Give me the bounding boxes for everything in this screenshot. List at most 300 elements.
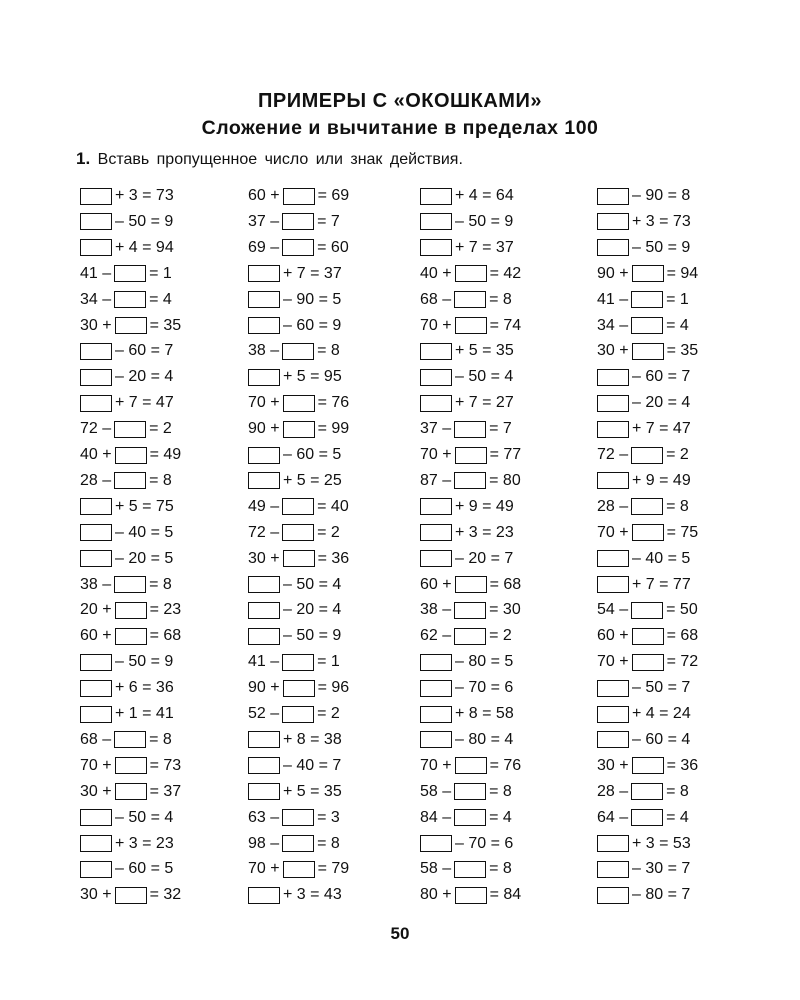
exercise-row xyxy=(420,623,512,649)
exercise-left-part: 58 – xyxy=(420,860,452,878)
exercise-left-part: 54 – xyxy=(597,601,629,619)
exercise-row xyxy=(248,805,340,831)
answer-box[interactable] xyxy=(597,550,629,567)
exercise-row xyxy=(420,338,514,364)
answer-box[interactable] xyxy=(597,731,629,748)
answer-box[interactable] xyxy=(115,628,147,645)
answer-box[interactable] xyxy=(597,369,629,386)
answer-box[interactable] xyxy=(455,447,487,464)
exercise-right-part: = 2 xyxy=(149,420,172,438)
exercise-left-part: 30 + xyxy=(80,782,112,800)
answer-box[interactable] xyxy=(597,680,629,697)
exercise-row xyxy=(248,338,340,364)
exercise-right-part: = 8 xyxy=(149,730,172,748)
answer-box[interactable] xyxy=(597,421,629,438)
answer-box[interactable] xyxy=(114,731,146,748)
answer-box[interactable] xyxy=(248,472,280,489)
answer-box[interactable] xyxy=(454,809,486,826)
exercise-right-part: + 8 = 58 xyxy=(455,705,514,722)
answer-box[interactable] xyxy=(597,472,629,489)
exercise-row xyxy=(248,701,340,727)
exercise-right-part: = 76 xyxy=(489,756,522,774)
exercise-right-part: + 4 = 64 xyxy=(455,187,514,204)
exercise-row xyxy=(80,546,173,572)
exercise-right-part: – 60 = 9 xyxy=(283,316,342,334)
exercise-right-part: + 3 = 23 xyxy=(115,834,174,852)
exercise-row xyxy=(80,235,174,261)
answer-box[interactable] xyxy=(455,757,487,774)
answer-box[interactable] xyxy=(597,239,629,256)
exercise-right-part: – 30 = 7 xyxy=(632,860,691,878)
answer-box[interactable] xyxy=(455,317,487,334)
exercise-right-part: – 60 = 7 xyxy=(115,342,174,360)
answer-box[interactable] xyxy=(631,498,663,515)
answer-box[interactable] xyxy=(455,887,487,904)
exercise-row xyxy=(248,287,341,313)
exercise-right-part: = 8 xyxy=(489,860,512,878)
exercise-right-part: = 36 xyxy=(317,549,350,567)
exercise-right-part: = 1 xyxy=(666,290,689,308)
answer-box[interactable] xyxy=(80,861,112,878)
exercise-right-part: = 1 xyxy=(149,264,172,282)
exercise-row xyxy=(248,416,349,442)
answer-box[interactable] xyxy=(80,188,112,205)
exercise-left-part: 60 + xyxy=(597,627,629,645)
exercise-left-part: 90 + xyxy=(597,264,629,282)
exercise-left-part: 60 + xyxy=(248,187,280,204)
exercise-row xyxy=(597,183,690,209)
exercise-row xyxy=(80,779,181,805)
answer-box[interactable] xyxy=(420,550,452,567)
page-subtitle: Сложение и вычитание в пределах 100 xyxy=(201,117,599,139)
exercise-row xyxy=(80,364,173,390)
answer-box[interactable] xyxy=(282,239,314,256)
exercise-row xyxy=(597,235,690,261)
exercise-right-part: = 30 xyxy=(489,601,521,619)
exercise-right-part: = 96 xyxy=(317,679,350,697)
exercise-left-part: 30 + xyxy=(597,756,629,774)
answer-box[interactable] xyxy=(632,343,664,360)
exercise-right-part: – 40 = 5 xyxy=(115,523,174,541)
exercise-left-part: 84 – xyxy=(420,808,452,826)
exercise-row xyxy=(80,183,174,209)
answer-box[interactable] xyxy=(631,783,663,800)
answer-box[interactable] xyxy=(115,447,147,464)
answer-box[interactable] xyxy=(632,524,664,541)
answer-box[interactable] xyxy=(282,835,314,852)
exercise-row xyxy=(420,494,514,520)
exercise-right-part: = 35 xyxy=(666,342,699,360)
exercise-right-part: + 3 = 73 xyxy=(115,187,174,204)
exercise-right-part: = 69 xyxy=(317,187,350,204)
exercise-right-part: = 3 xyxy=(317,808,340,826)
answer-box[interactable] xyxy=(282,213,314,230)
task-number: 1. xyxy=(76,149,91,168)
exercise-right-part: = 8 xyxy=(666,782,689,800)
exercise-left-part: 70 + xyxy=(420,446,452,463)
exercise-row xyxy=(80,649,173,675)
answer-box[interactable] xyxy=(248,887,280,904)
answer-box[interactable] xyxy=(283,395,315,412)
exercise-left-part: 69 – xyxy=(248,238,280,256)
answer-box[interactable] xyxy=(454,291,486,308)
exercise-left-part: 28 – xyxy=(597,497,629,515)
exercise-row xyxy=(80,597,181,623)
exercise-row xyxy=(248,675,349,701)
exercise-left-part: 30 + xyxy=(80,316,112,334)
exercise-row xyxy=(597,261,698,287)
answer-box[interactable] xyxy=(631,317,663,334)
exercise-right-part: = 4 xyxy=(149,290,172,308)
answer-box[interactable] xyxy=(80,680,112,697)
answer-box[interactable] xyxy=(80,369,112,386)
exercise-right-part: – 50 = 4 xyxy=(455,368,514,386)
answer-box[interactable] xyxy=(631,447,663,464)
answer-box[interactable] xyxy=(283,188,315,205)
answer-box[interactable] xyxy=(283,861,315,878)
exercise-right-part: = 68 xyxy=(489,575,522,593)
exercise-row xyxy=(597,338,698,364)
answer-box[interactable] xyxy=(454,421,486,438)
answer-box[interactable] xyxy=(632,654,664,671)
exercise-right-part: + 4 = 94 xyxy=(115,238,174,256)
exercise-row xyxy=(420,572,521,598)
exercise-left-part: 70 + xyxy=(420,316,452,334)
exercise-right-part: = 74 xyxy=(489,316,522,334)
exercise-right-part: – 20 = 4 xyxy=(632,394,691,412)
answer-box[interactable] xyxy=(115,602,147,619)
answer-box[interactable] xyxy=(597,188,629,205)
exercise-left-part: 90 + xyxy=(248,420,280,438)
answer-box[interactable] xyxy=(420,524,452,541)
answer-box[interactable] xyxy=(282,809,314,826)
answer-box[interactable] xyxy=(597,887,629,904)
exercise-right-part: + 3 = 43 xyxy=(283,886,342,904)
exercise-right-part: = 79 xyxy=(317,860,350,878)
exercise-row xyxy=(597,572,691,598)
exercise-right-part: + 1 = 41 xyxy=(115,705,174,722)
exercise-left-part: 28 – xyxy=(597,782,629,800)
exercise-right-part: = 60 xyxy=(317,238,349,256)
exercise-right-part: + 9 = 49 xyxy=(455,497,514,515)
exercise-right-part: = 75 xyxy=(666,523,699,541)
answer-box[interactable] xyxy=(114,472,146,489)
exercise-row xyxy=(420,546,513,572)
exercise-row xyxy=(80,442,181,468)
exercise-left-part: 52 – xyxy=(248,705,280,722)
exercise-row xyxy=(597,546,690,572)
exercise-row xyxy=(597,520,698,546)
answer-box[interactable] xyxy=(248,731,280,748)
exercise-left-part: 37 – xyxy=(420,420,452,438)
exercise-left-part: 80 + xyxy=(420,886,452,904)
exercise-row xyxy=(597,442,689,468)
exercise-right-part: = 2 xyxy=(317,523,340,541)
answer-box[interactable] xyxy=(420,213,452,230)
exercise-row xyxy=(597,494,689,520)
exercise-left-part: 41 – xyxy=(248,653,280,671)
answer-box[interactable] xyxy=(597,835,629,852)
answer-box[interactable] xyxy=(420,498,452,515)
exercise-row xyxy=(597,313,689,339)
exercise-right-part: – 90 = 8 xyxy=(632,187,691,204)
exercise-right-part: = 1 xyxy=(317,653,340,671)
answer-box[interactable] xyxy=(631,602,663,619)
answer-box[interactable] xyxy=(114,576,146,593)
answer-box[interactable] xyxy=(632,265,664,282)
answer-box[interactable] xyxy=(455,265,487,282)
answer-box[interactable] xyxy=(632,757,664,774)
exercise-row xyxy=(248,468,342,494)
exercise-right-part: – 60 = 4 xyxy=(632,730,691,748)
answer-box[interactable] xyxy=(248,628,280,645)
answer-box[interactable] xyxy=(454,602,486,619)
answer-box[interactable] xyxy=(420,343,452,360)
exercise-row xyxy=(248,520,340,546)
exercise-row xyxy=(597,364,690,390)
answer-box[interactable] xyxy=(114,291,146,308)
exercise-row xyxy=(420,856,512,882)
exercise-row xyxy=(420,882,521,908)
exercise-row xyxy=(597,675,690,701)
exercise-row xyxy=(248,572,341,598)
exercise-right-part: + 8 = 38 xyxy=(283,730,342,748)
exercise-right-part: = 50 xyxy=(666,601,698,619)
exercise-right-part: – 50 = 7 xyxy=(632,679,691,697)
answer-box[interactable] xyxy=(248,576,280,593)
answer-box[interactable] xyxy=(455,576,487,593)
exercise-right-part: = 2 xyxy=(666,446,689,463)
exercise-left-part: 41 – xyxy=(597,290,629,308)
exercise-right-part: – 50 = 9 xyxy=(283,627,342,645)
exercise-right-part: = 68 xyxy=(666,627,699,645)
exercise-row xyxy=(80,753,181,779)
answer-box[interactable] xyxy=(80,498,112,515)
exercise-right-part: – 40 = 5 xyxy=(632,549,691,567)
task-instruction xyxy=(76,149,463,169)
answer-box[interactable] xyxy=(80,213,112,230)
exercise-left-part: 68 – xyxy=(420,290,452,308)
exercise-right-part: + 5 = 25 xyxy=(283,471,342,489)
exercise-right-part: = 8 xyxy=(489,290,512,308)
exercise-row xyxy=(248,831,340,857)
exercise-row xyxy=(80,494,174,520)
answer-box[interactable] xyxy=(248,369,280,386)
exercise-row xyxy=(420,390,514,416)
exercise-right-part: – 50 = 9 xyxy=(115,653,174,671)
exercise-row xyxy=(420,779,512,805)
answer-box[interactable] xyxy=(454,861,486,878)
answer-box[interactable] xyxy=(597,576,629,593)
exercise-left-part: 30 + xyxy=(597,342,629,360)
exercise-row xyxy=(80,805,173,831)
answer-box[interactable] xyxy=(420,654,452,671)
exercise-right-part: – 90 = 5 xyxy=(283,290,342,308)
answer-box[interactable] xyxy=(248,265,280,282)
exercise-left-part: 60 + xyxy=(80,627,112,645)
answer-box[interactable] xyxy=(114,265,146,282)
answer-box[interactable] xyxy=(420,188,452,205)
exercise-row xyxy=(80,572,172,598)
exercise-left-part: 37 – xyxy=(248,212,280,230)
answer-box[interactable] xyxy=(282,706,314,723)
exercise-left-part: 34 – xyxy=(80,290,112,308)
answer-box[interactable] xyxy=(114,421,146,438)
task-text: Вставь пропущенное число или знак действия. xyxy=(97,151,463,168)
exercise-row xyxy=(80,416,172,442)
exercise-right-part: – 60 = 5 xyxy=(115,860,174,878)
exercise-right-part: – 50 = 9 xyxy=(455,212,514,230)
answer-box[interactable] xyxy=(420,395,452,412)
answer-box[interactable] xyxy=(597,706,629,723)
answer-box[interactable] xyxy=(248,317,280,334)
answer-box[interactable] xyxy=(454,783,486,800)
exercise-right-part: = 68 xyxy=(149,627,182,645)
exercise-row xyxy=(248,546,349,572)
exercise-right-part: = 36 xyxy=(666,756,699,774)
answer-box[interactable] xyxy=(282,524,314,541)
answer-box[interactable] xyxy=(248,783,280,800)
exercise-row xyxy=(597,287,689,313)
exercise-right-part: + 7 = 37 xyxy=(455,238,514,256)
exercise-right-part: – 20 = 4 xyxy=(115,368,174,386)
answer-box[interactable] xyxy=(631,291,663,308)
answer-box[interactable] xyxy=(80,395,112,412)
answer-box[interactable] xyxy=(80,809,112,826)
exercise-left-part: 28 – xyxy=(80,471,112,489)
exercise-row xyxy=(248,261,342,287)
answer-box[interactable] xyxy=(248,757,280,774)
exercise-left-part: 34 – xyxy=(597,316,629,334)
exercise-right-part: = 76 xyxy=(317,394,350,412)
answer-box[interactable] xyxy=(420,369,452,386)
answer-box[interactable] xyxy=(283,680,315,697)
page-number: 50 xyxy=(390,924,410,943)
exercise-right-part: – 80 = 5 xyxy=(455,653,514,671)
answer-box[interactable] xyxy=(115,887,147,904)
exercise-row xyxy=(420,442,521,468)
answer-box[interactable] xyxy=(115,757,147,774)
answer-box[interactable] xyxy=(632,628,664,645)
exercise-row xyxy=(420,235,514,261)
answer-box[interactable] xyxy=(80,706,112,723)
exercise-right-part: + 7 = 47 xyxy=(115,394,174,412)
answer-box[interactable] xyxy=(597,213,629,230)
exercise-right-part: + 7 = 77 xyxy=(632,575,691,593)
exercise-row xyxy=(420,805,512,831)
exercise-right-part: + 4 = 24 xyxy=(632,705,691,722)
exercise-row xyxy=(248,494,349,520)
answer-box[interactable] xyxy=(80,550,112,567)
answer-box[interactable] xyxy=(631,809,663,826)
answer-box[interactable] xyxy=(283,421,315,438)
exercise-row xyxy=(80,520,173,546)
exercise-right-part: + 6 = 36 xyxy=(115,679,174,697)
exercise-row xyxy=(80,856,173,882)
exercise-row xyxy=(80,390,174,416)
exercise-left-part: 62 – xyxy=(420,627,452,645)
exercise-right-part: + 5 = 35 xyxy=(455,342,514,360)
answer-box[interactable] xyxy=(248,602,280,619)
exercise-row xyxy=(248,597,341,623)
exercise-row xyxy=(420,261,521,287)
exercise-right-part: – 80 = 4 xyxy=(455,730,514,748)
answer-box[interactable] xyxy=(80,343,112,360)
exercise-right-part: = 73 xyxy=(149,756,182,774)
exercise-left-part: 90 + xyxy=(248,679,280,697)
answer-box[interactable] xyxy=(597,861,629,878)
answer-box[interactable] xyxy=(282,654,314,671)
exercise-row xyxy=(597,416,691,442)
exercise-right-part: + 3 = 53 xyxy=(632,834,691,852)
answer-box[interactable] xyxy=(420,706,452,723)
exercise-row xyxy=(80,313,181,339)
answer-box[interactable] xyxy=(80,835,112,852)
exercise-left-part: 98 – xyxy=(248,834,280,852)
exercise-row xyxy=(248,183,349,209)
exercise-row xyxy=(248,623,341,649)
answer-box[interactable] xyxy=(80,654,112,671)
answer-box[interactable] xyxy=(420,239,452,256)
answer-box[interactable] xyxy=(597,395,629,412)
answer-box[interactable] xyxy=(454,472,486,489)
exercise-row xyxy=(248,779,342,805)
answer-box[interactable] xyxy=(420,680,452,697)
exercise-left-part: 72 – xyxy=(597,446,629,463)
answer-box[interactable] xyxy=(454,628,486,645)
answer-box[interactable] xyxy=(282,498,314,515)
exercise-row xyxy=(248,882,342,908)
answer-box[interactable] xyxy=(248,447,280,464)
exercise-row xyxy=(597,597,698,623)
exercise-row xyxy=(80,675,174,701)
exercise-left-part: 64 – xyxy=(597,808,629,826)
exercise-row xyxy=(597,805,689,831)
exercise-row xyxy=(420,313,521,339)
answer-box[interactable] xyxy=(420,731,452,748)
exercise-left-part: 30 + xyxy=(80,886,112,904)
exercise-right-part: + 7 = 27 xyxy=(455,394,514,412)
exercise-right-part: + 3 = 73 xyxy=(632,212,691,230)
exercise-right-part: – 50 = 9 xyxy=(632,238,691,256)
answer-box[interactable] xyxy=(115,783,147,800)
exercise-row xyxy=(80,882,181,908)
answer-box[interactable] xyxy=(115,317,147,334)
exercise-left-part: 70 + xyxy=(597,523,629,541)
exercise-row xyxy=(420,675,513,701)
answer-box[interactable] xyxy=(282,343,314,360)
exercise-right-part: = 94 xyxy=(666,264,699,282)
answer-box[interactable] xyxy=(80,524,112,541)
exercise-row xyxy=(420,209,513,235)
exercise-row xyxy=(597,649,698,675)
exercise-right-part: = 49 xyxy=(149,446,182,463)
exercise-right-part: = 35 xyxy=(149,316,182,334)
exercise-right-part: = 8 xyxy=(666,497,689,515)
exercise-right-part: – 20 = 4 xyxy=(283,601,342,619)
exercise-right-part: – 60 = 7 xyxy=(632,368,691,386)
exercise-right-part: – 80 = 7 xyxy=(632,886,691,904)
answer-box[interactable] xyxy=(283,550,315,567)
answer-box[interactable] xyxy=(248,291,280,308)
answer-box[interactable] xyxy=(80,239,112,256)
exercise-right-part: = 23 xyxy=(149,601,182,619)
exercise-row xyxy=(248,856,349,882)
exercise-right-part: = 37 xyxy=(149,782,182,800)
answer-box[interactable] xyxy=(420,835,452,852)
exercise-row xyxy=(420,416,512,442)
exercise-row xyxy=(80,209,173,235)
